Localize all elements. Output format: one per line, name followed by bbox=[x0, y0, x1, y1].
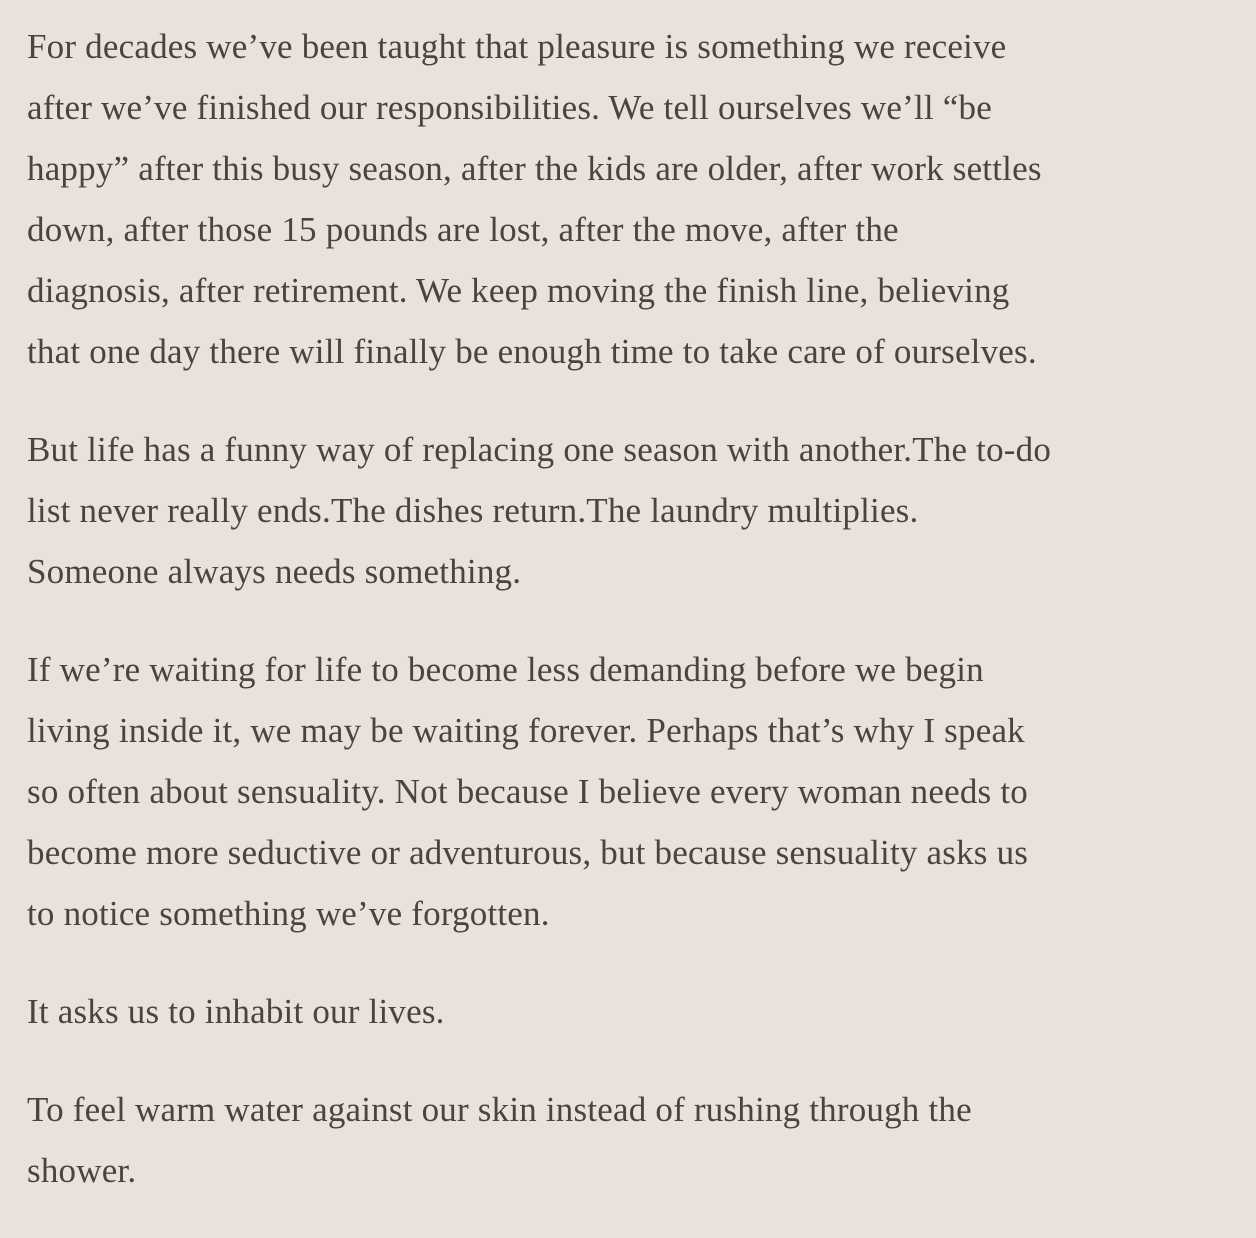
text-line: shower. bbox=[27, 1151, 137, 1190]
text-line: For decades we’ve been taught that pleasure is something we receive bbox=[27, 27, 1007, 66]
paragraph-3 bbox=[27, 639, 1253, 944]
text-line: It asks us to inhabit our lives. bbox=[27, 992, 445, 1031]
text-line: so often about sensuality. Not because I believe every woman needs to bbox=[27, 772, 1028, 811]
text-line: to notice something we’ve forgotten. bbox=[27, 894, 550, 933]
text-line: But life has a funny way of replacing one season with another.The to-do bbox=[27, 430, 1052, 469]
article-body bbox=[27, 16, 1253, 1238]
text-line: To feel warm water against our skin instead of rushing through the bbox=[27, 1090, 972, 1129]
paragraph-1 bbox=[27, 16, 1253, 382]
paragraph-5 bbox=[27, 1079, 1253, 1201]
text-line: happy” after this busy season, after the kids are older, after work settles bbox=[27, 149, 1042, 188]
text-line: list never really ends.The dishes return.The laundry multiplies. bbox=[27, 491, 919, 530]
text-line: living inside it, we may be waiting forever. Perhaps that’s why I speak bbox=[27, 711, 1025, 750]
paragraph-2 bbox=[27, 419, 1253, 602]
text-line: after we’ve finished our responsibilities. We tell ourselves we’ll “be bbox=[27, 88, 992, 127]
text-line: Someone always needs something. bbox=[27, 552, 522, 591]
text-line: become more seductive or adventurous, but because sensuality asks us bbox=[27, 833, 1029, 872]
text-line: that one day there will finally be enough time to take care of ourselves. bbox=[27, 332, 1037, 371]
text-line: down, after those 15 pounds are lost, after the move, after the bbox=[27, 210, 899, 249]
text-line: diagnosis, after retirement. We keep moving the finish line, believing bbox=[27, 271, 1010, 310]
paragraph-4 bbox=[27, 981, 1253, 1042]
text-line: If we’re waiting for life to become less demanding before we begin bbox=[27, 650, 984, 689]
